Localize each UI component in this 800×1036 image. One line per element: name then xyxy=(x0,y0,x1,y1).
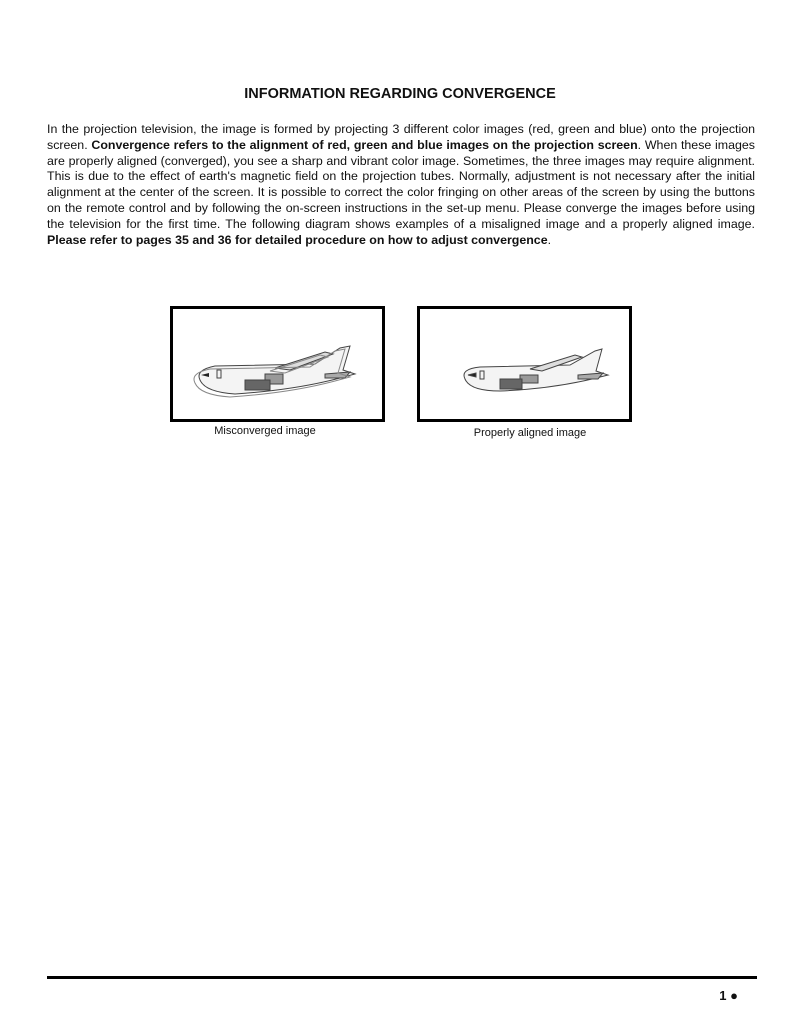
airplane-icon xyxy=(173,309,382,419)
figure-caption: Misconverged image xyxy=(214,425,316,437)
text: . xyxy=(547,232,552,247)
footer-rule xyxy=(47,976,757,979)
page-number xyxy=(719,988,738,1003)
bullet-icon: ● xyxy=(730,988,738,1003)
misconverged-image-frame xyxy=(170,306,385,422)
body-paragraph xyxy=(47,122,755,248)
text: In the projection television, the image is formed by projecting 3 different color images (red, green and blue) onto the projection screen. xyxy=(47,122,755,152)
page-title: INFORMATION REGARDING CONVERGENCE xyxy=(244,86,556,102)
airplane-icon xyxy=(420,309,629,419)
aligned-image-frame xyxy=(417,306,632,422)
figure-caption: Properly aligned image xyxy=(473,427,587,439)
bold-text: Convergence refers to the alignment of red, green and blue images on the projection screen xyxy=(91,137,638,152)
page-number-text: 1 xyxy=(719,988,727,1003)
text: . When these images are properly aligned (converged), you see a sharp and vibrant color image. Sometimes, the three images may require alignment. This is due to the effect of earth's magnetic field on the projection tubes. Normally, adjustment is not necessary after the initial alignment at the center of the screen. It is possible to correct the color fringing on other areas of the screen by using the buttons on the remote control and by following the on-screen instructions in the set-up menu. Please converge the images before using the television for the first time. The following diagram shows examples of a misaligned image and a properly aligned image. xyxy=(47,137,755,231)
bold-text: Please refer to pages 35 and 36 for detailed procedure on how to adjust convergence xyxy=(47,232,548,247)
